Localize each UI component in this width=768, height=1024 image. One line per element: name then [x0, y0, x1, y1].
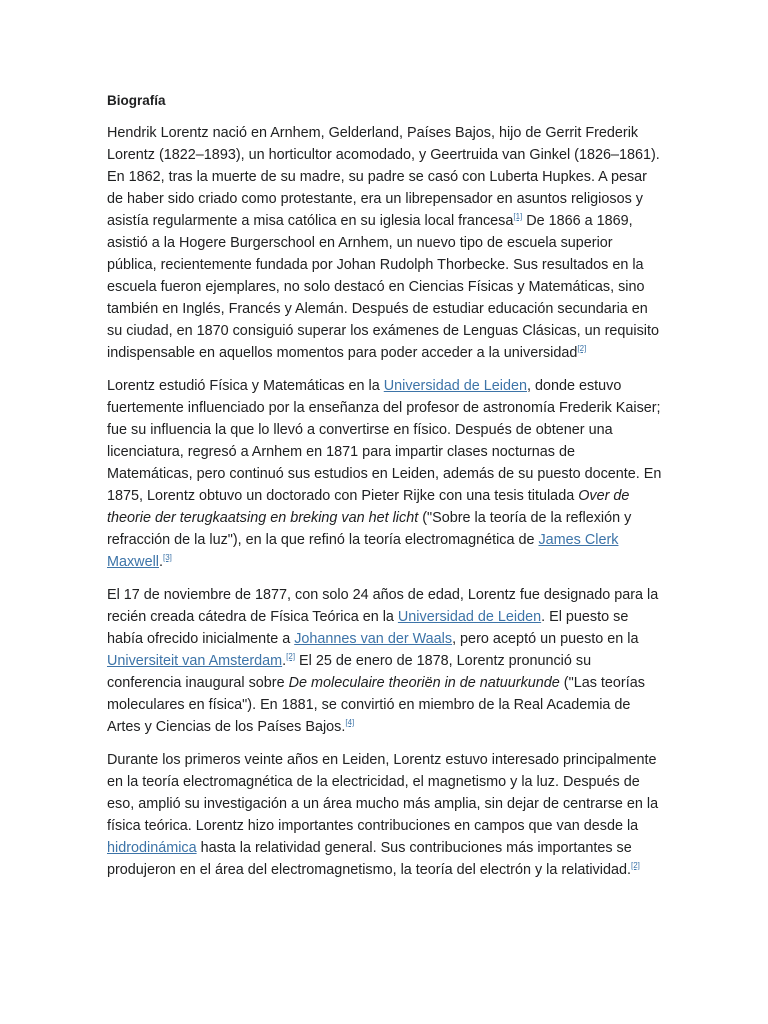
p2-text-2: , donde estuvo fuertemente influenciado por la enseñanza del profesor de astronomía Frederik Kaiser; fue su influencia la que lo llevó a convertirse en físico. Después de obtener una licenciatura, regresó a Arnhem en 1871 para impartir clases nocturnas de Matemáticas, pero continuó sus estudios en Leiden, además de su puesto docente. En 1875, Lorentz obtuvo un doctorado con Pieter Rijke con una tesis titulada	[107, 378, 662, 504]
p3-text-1: El 17 de noviembre de 1877, con solo 24 años de edad, Lorentz fue designado para la recién creada cátedra de Física Teórica en la	[107, 587, 659, 625]
lecture-title: De moleculaire theoriën in de natuurkunde	[288, 675, 560, 691]
reference-3-link[interactable]: [3]	[162, 553, 172, 562]
link-hidrodinamica[interactable]: hidrodinámica	[107, 840, 197, 856]
link-johannes-van-der-waals[interactable]: Johannes van der Waals	[294, 631, 453, 647]
p1-text-2: De 1866 a 1869, asistió a la Hogere Burgerschool en Arnhem, un nuevo tipo de escuela superior pública, recientemente fundada por Johan Rudolph Thorbecke. Sus resultados en la escuela fueron ejemplares, no solo destacó en Ciencias Físicas y Matemáticas, sino también en Inglés, Francés y Alemán. Después de estudiar educación secundaria en su ciudad, en 1870 consiguió superar los exámenes de Lenguas Clásicas, un requisito indispensable en aquellos momentos para poder acceder a la universidad	[107, 213, 659, 361]
p3-text-6: ("Las teorías moleculares en física"). En 1881, se convirtió en miembro de la Real Academia de Artes y Ciencias de los Países Bajos.	[107, 675, 645, 735]
p2-text-4: .	[158, 554, 163, 570]
reference-2b-link[interactable]: [2]	[286, 652, 296, 661]
reference-2c[interactable]	[631, 861, 640, 870]
paragraph-1	[107, 122, 663, 364]
reference-3[interactable]	[163, 553, 172, 562]
p4-text-2: hasta la relatividad general. Sus contribuciones más importantes se produjeron en el área del electromagnetismo, la teoría del electrón y la relatividad.	[107, 840, 632, 878]
paragraph-2	[107, 375, 663, 573]
link-universidad-de-leiden-2[interactable]: Universidad de Leiden	[397, 609, 542, 625]
p2-text-1: Lorentz estudió Física y Matemáticas en la	[107, 378, 384, 394]
p3-text-2: . El puesto se había ofrecido inicialmente a	[107, 609, 629, 647]
p1-text-1: Hendrik Lorentz nació en Arnhem, Gelderland, Países Bajos, hijo de Gerrit Frederik Lorentz (1822–1893), un horticultor acomodado, y Geertruida van Ginkel (1826–1861). En 1862, tras la muerte de su madre, su padre se casó con Luberta Hupkes. A pesar de haber sido criado como protestante, era un librepensador en asuntos religiosos y asistía regularmente a misa católica en su iglesia local francesa	[107, 125, 660, 229]
paragraph-3	[107, 584, 663, 738]
reference-4[interactable]	[345, 718, 354, 727]
p3-text-5: El 25 de enero de 1878, Lorentz pronunció su conferencia inaugural sobre	[107, 653, 592, 691]
p3-text-3: , pero aceptó un puesto en la	[452, 631, 639, 647]
paragraph-4	[107, 749, 663, 881]
reference-2[interactable]	[577, 344, 586, 353]
link-universidad-de-leiden[interactable]: Universidad de Leiden	[383, 378, 527, 394]
reference-4-link[interactable]: [4]	[345, 718, 355, 727]
reference-2c-link[interactable]: [2]	[630, 861, 640, 870]
p4-text-1: Durante los primeros veinte años en Leiden, Lorentz estuvo interesado principalmente en la teoría electromagnética de la electricidad, el magnetismo y la luz. Después de eso, amplió su investigación a un área mucho más amplia, sin dejar de centrarse en la física teórica. Lorentz hizo importantes contribuciones en campos que van desde la	[107, 752, 659, 834]
link-james-clerk-maxwell[interactable]: James Clerk Maxwell	[107, 532, 619, 570]
thesis-title: Over de theorie der terugkaatsing en breking van het licht	[107, 488, 630, 526]
link-universiteit-van-amsterdam[interactable]: Universiteit van Amsterdam	[107, 653, 283, 669]
article-content	[107, 90, 663, 892]
p2-text-3: ("Sobre la teoría de la reflexión y refracción de la luz"), en la que refinó la teoría electromagnética de	[107, 510, 632, 548]
reference-2b[interactable]	[286, 652, 295, 661]
reference-1-link[interactable]: [1]	[513, 212, 523, 221]
reference-1[interactable]	[513, 212, 522, 221]
p3-text-4: .	[282, 653, 287, 669]
section-heading: Biografía	[107, 93, 166, 108]
reference-2-link[interactable]: [2]	[577, 344, 587, 353]
